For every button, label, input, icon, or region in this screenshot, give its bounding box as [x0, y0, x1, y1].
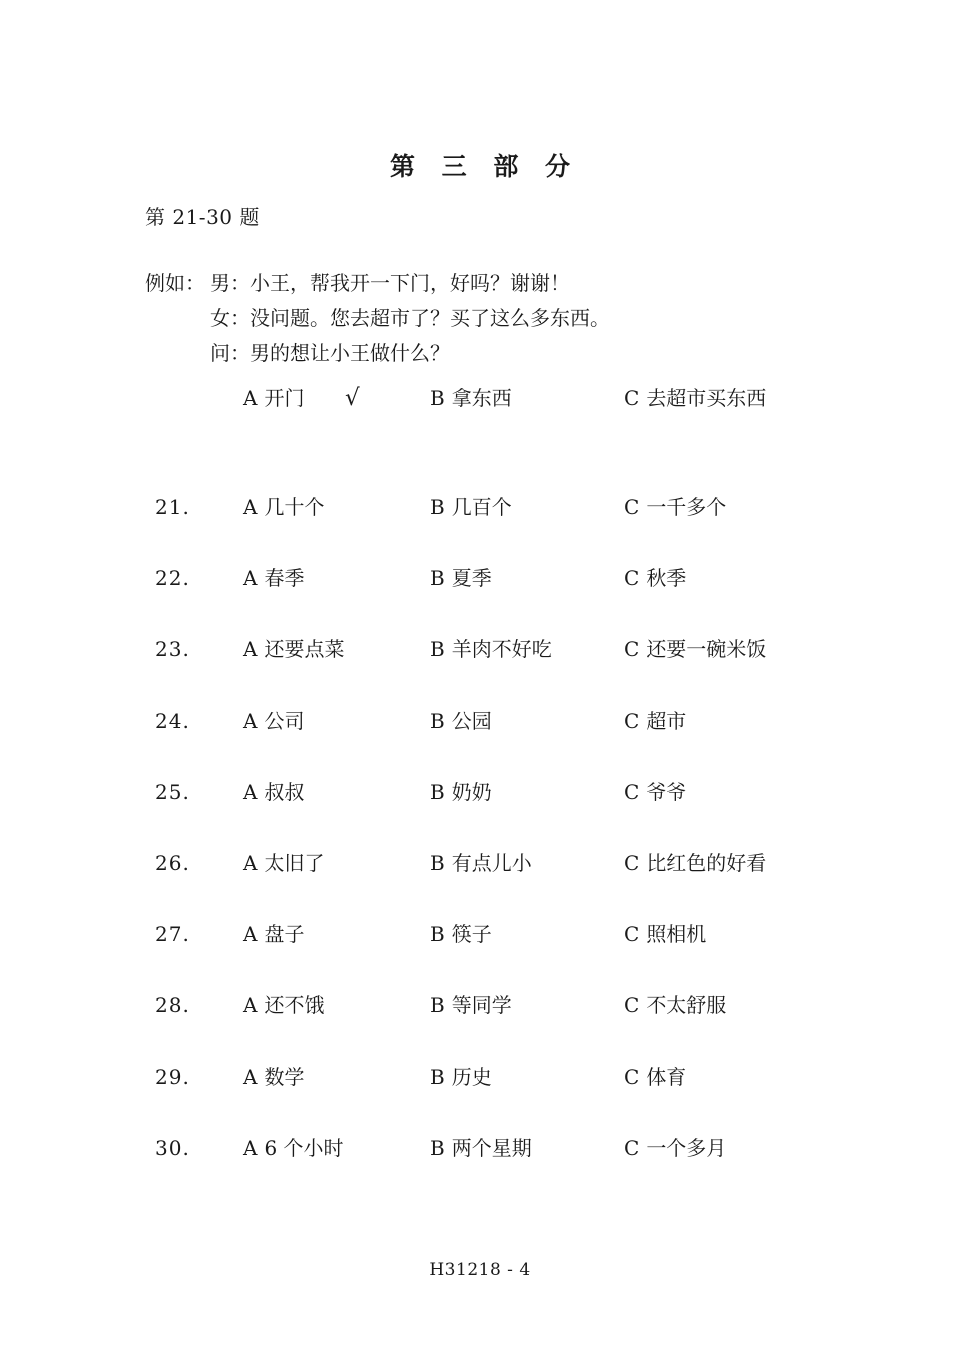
- option-letter-c: C: [624, 779, 640, 804]
- option-text-a: 6 个小时: [264, 1135, 344, 1160]
- example-speaker-male: 男：: [210, 271, 250, 295]
- option-text-c: 一个多月: [646, 1135, 727, 1160]
- option-letter-b: B: [430, 495, 445, 519]
- question-row: [0, 774, 960, 810]
- question-number: 30.: [155, 1135, 190, 1160]
- option-letter-b: B: [430, 851, 445, 875]
- option-text-b: 拿东西: [451, 386, 512, 410]
- question-option-a[interactable]: [243, 774, 304, 810]
- option-letter-c: C: [624, 1064, 640, 1089]
- question-option-a[interactable]: [243, 987, 324, 1023]
- option-letter-a: A: [243, 708, 258, 733]
- option-letter-c: C: [624, 1135, 640, 1160]
- question-option-c[interactable]: [624, 631, 766, 667]
- option-letter-c: C: [624, 993, 640, 1018]
- example-options-row: [0, 380, 960, 416]
- question-option-b[interactable]: [430, 489, 512, 525]
- checkmark-icon: √: [345, 385, 360, 411]
- option-letter-a: A: [243, 1064, 258, 1089]
- option-letter-a: A: [243, 495, 258, 519]
- option-letter-b: B: [430, 386, 445, 410]
- option-text-c: 体育: [646, 1064, 687, 1089]
- question-option-b[interactable]: [430, 916, 492, 952]
- question-option-a[interactable]: [243, 916, 304, 952]
- example-label: 例如：: [145, 271, 205, 295]
- option-letter-c: C: [624, 637, 640, 662]
- option-text-a: 还不饿: [264, 993, 325, 1018]
- option-text-c: 去超市买东西: [646, 386, 767, 410]
- option-letter-b: B: [430, 708, 445, 733]
- option-text-a: 几十个: [264, 495, 325, 519]
- example-option-b[interactable]: [430, 380, 512, 416]
- option-letter-b: B: [430, 637, 445, 662]
- option-text-b: 两个星期: [451, 1135, 532, 1160]
- question-option-b[interactable]: [430, 987, 512, 1023]
- option-letter-a: A: [243, 851, 258, 875]
- question-option-a[interactable]: [243, 703, 304, 739]
- example-line-1: [145, 266, 885, 301]
- question-option-a[interactable]: [243, 631, 344, 667]
- question-number: 28.: [155, 993, 190, 1018]
- option-text-b: 筷子: [451, 922, 492, 947]
- option-text-b: 等同学: [451, 993, 512, 1018]
- option-letter-b: B: [430, 922, 445, 947]
- question-option-c[interactable]: [624, 916, 706, 952]
- option-letter-a: A: [243, 637, 258, 662]
- option-letter-c: C: [624, 566, 640, 591]
- option-text-c: 一千多个: [646, 495, 727, 519]
- question-option-a[interactable]: [243, 489, 324, 525]
- question-option-b[interactable]: [430, 774, 492, 810]
- option-letter-a: A: [243, 566, 258, 591]
- option-text-c: 还要一碗米饭: [646, 637, 767, 662]
- example-line-2: [145, 301, 885, 336]
- option-letter-a: A: [243, 993, 258, 1018]
- example-speaker-female: 女：: [210, 306, 250, 330]
- option-text-a: 盘子: [264, 922, 305, 947]
- question-option-b[interactable]: [430, 631, 552, 667]
- question-option-c[interactable]: [624, 987, 726, 1023]
- question-option-c[interactable]: [624, 1059, 686, 1095]
- question-option-b[interactable]: [430, 845, 532, 881]
- question-row: [0, 987, 960, 1023]
- option-text-a: 公司: [264, 708, 305, 733]
- question-option-c[interactable]: [624, 703, 686, 739]
- question-option-c[interactable]: [624, 845, 766, 881]
- option-letter-b: B: [430, 779, 445, 804]
- example-block: [145, 266, 885, 371]
- question-number: 21.: [155, 495, 190, 519]
- question-row: [0, 560, 960, 596]
- option-letter-a: A: [243, 779, 258, 804]
- question-number: 26.: [155, 851, 190, 875]
- option-letter-c: C: [624, 386, 640, 410]
- option-text-a: 太旧了: [264, 851, 325, 875]
- question-number: 25.: [155, 779, 190, 804]
- option-letter-b: B: [430, 993, 445, 1018]
- option-text-c: 超市: [646, 708, 687, 733]
- option-text-b: 公园: [451, 708, 492, 733]
- question-option-a[interactable]: [243, 560, 304, 596]
- question-option-c[interactable]: [624, 489, 726, 525]
- question-option-a[interactable]: [243, 1059, 304, 1095]
- option-text-b: 有点儿小: [451, 851, 532, 875]
- example-option-c[interactable]: [624, 380, 766, 416]
- option-letter-c: C: [624, 708, 640, 733]
- question-number: 24.: [155, 708, 190, 733]
- option-text-b: 历史: [451, 1064, 492, 1089]
- option-text-c: 照相机: [646, 922, 707, 947]
- question-option-b[interactable]: [430, 703, 492, 739]
- question-row: [0, 845, 960, 881]
- option-text-c: 秋季: [646, 566, 687, 591]
- question-option-c[interactable]: [624, 1130, 726, 1166]
- question-row: [0, 1130, 960, 1166]
- question-option-b[interactable]: [430, 560, 492, 596]
- option-text-a: 还要点菜: [264, 637, 345, 662]
- question-option-c[interactable]: [624, 774, 686, 810]
- option-text-b: 羊肉不好吃: [451, 637, 552, 662]
- option-text-a: 叔叔: [264, 779, 305, 804]
- option-text-b: 夏季: [451, 566, 492, 591]
- option-letter-a: A: [243, 386, 258, 410]
- question-range-label: 第 21-30 题: [145, 205, 260, 229]
- question-option-b[interactable]: [430, 1059, 492, 1095]
- option-text-a: 数学: [264, 1064, 305, 1089]
- question-number: 22.: [155, 566, 190, 591]
- option-letter-a: A: [243, 1135, 258, 1160]
- option-letter-c: C: [624, 922, 640, 947]
- option-letter-c: C: [624, 851, 640, 875]
- question-number: 27.: [155, 922, 190, 947]
- question-row: [0, 489, 960, 525]
- example-text-question: 男的想让小王做什么？: [250, 341, 450, 365]
- question-row: [0, 631, 960, 667]
- option-text-b: 奶奶: [451, 779, 492, 804]
- example-option-a[interactable]: [243, 380, 304, 416]
- option-text-a: 开门: [264, 386, 305, 410]
- option-text-c: 爷爷: [646, 779, 687, 804]
- option-text-a: 春季: [264, 566, 305, 591]
- question-row: [0, 1059, 960, 1095]
- page-footer: H31218 - 4: [429, 1260, 531, 1280]
- example-speaker-question: 问：: [210, 341, 250, 365]
- option-letter-b: B: [430, 1135, 445, 1160]
- question-number: 23.: [155, 637, 190, 662]
- option-text-c: 不太舒服: [646, 993, 727, 1018]
- question-option-a[interactable]: [243, 1130, 344, 1166]
- question-option-c[interactable]: [624, 560, 686, 596]
- example-line-3: [145, 336, 885, 371]
- question-number: 29.: [155, 1064, 190, 1089]
- option-text-b: 几百个: [451, 495, 512, 519]
- question-option-b[interactable]: [430, 1130, 532, 1166]
- option-letter-b: B: [430, 1064, 445, 1089]
- option-text-c: 比红色的好看: [646, 851, 767, 875]
- option-letter-a: A: [243, 922, 258, 947]
- question-row: [0, 703, 960, 739]
- option-letter-b: B: [430, 566, 445, 591]
- example-text-female: 没问题。您去超市了？买了这么多东西。: [250, 306, 610, 330]
- question-row: [0, 916, 960, 952]
- page-title: 第 三 部 分: [389, 152, 580, 181]
- example-text-male: 小王，帮我开一下门，好吗？谢谢！: [250, 271, 570, 295]
- question-option-a[interactable]: [243, 845, 324, 881]
- option-letter-c: C: [624, 495, 640, 519]
